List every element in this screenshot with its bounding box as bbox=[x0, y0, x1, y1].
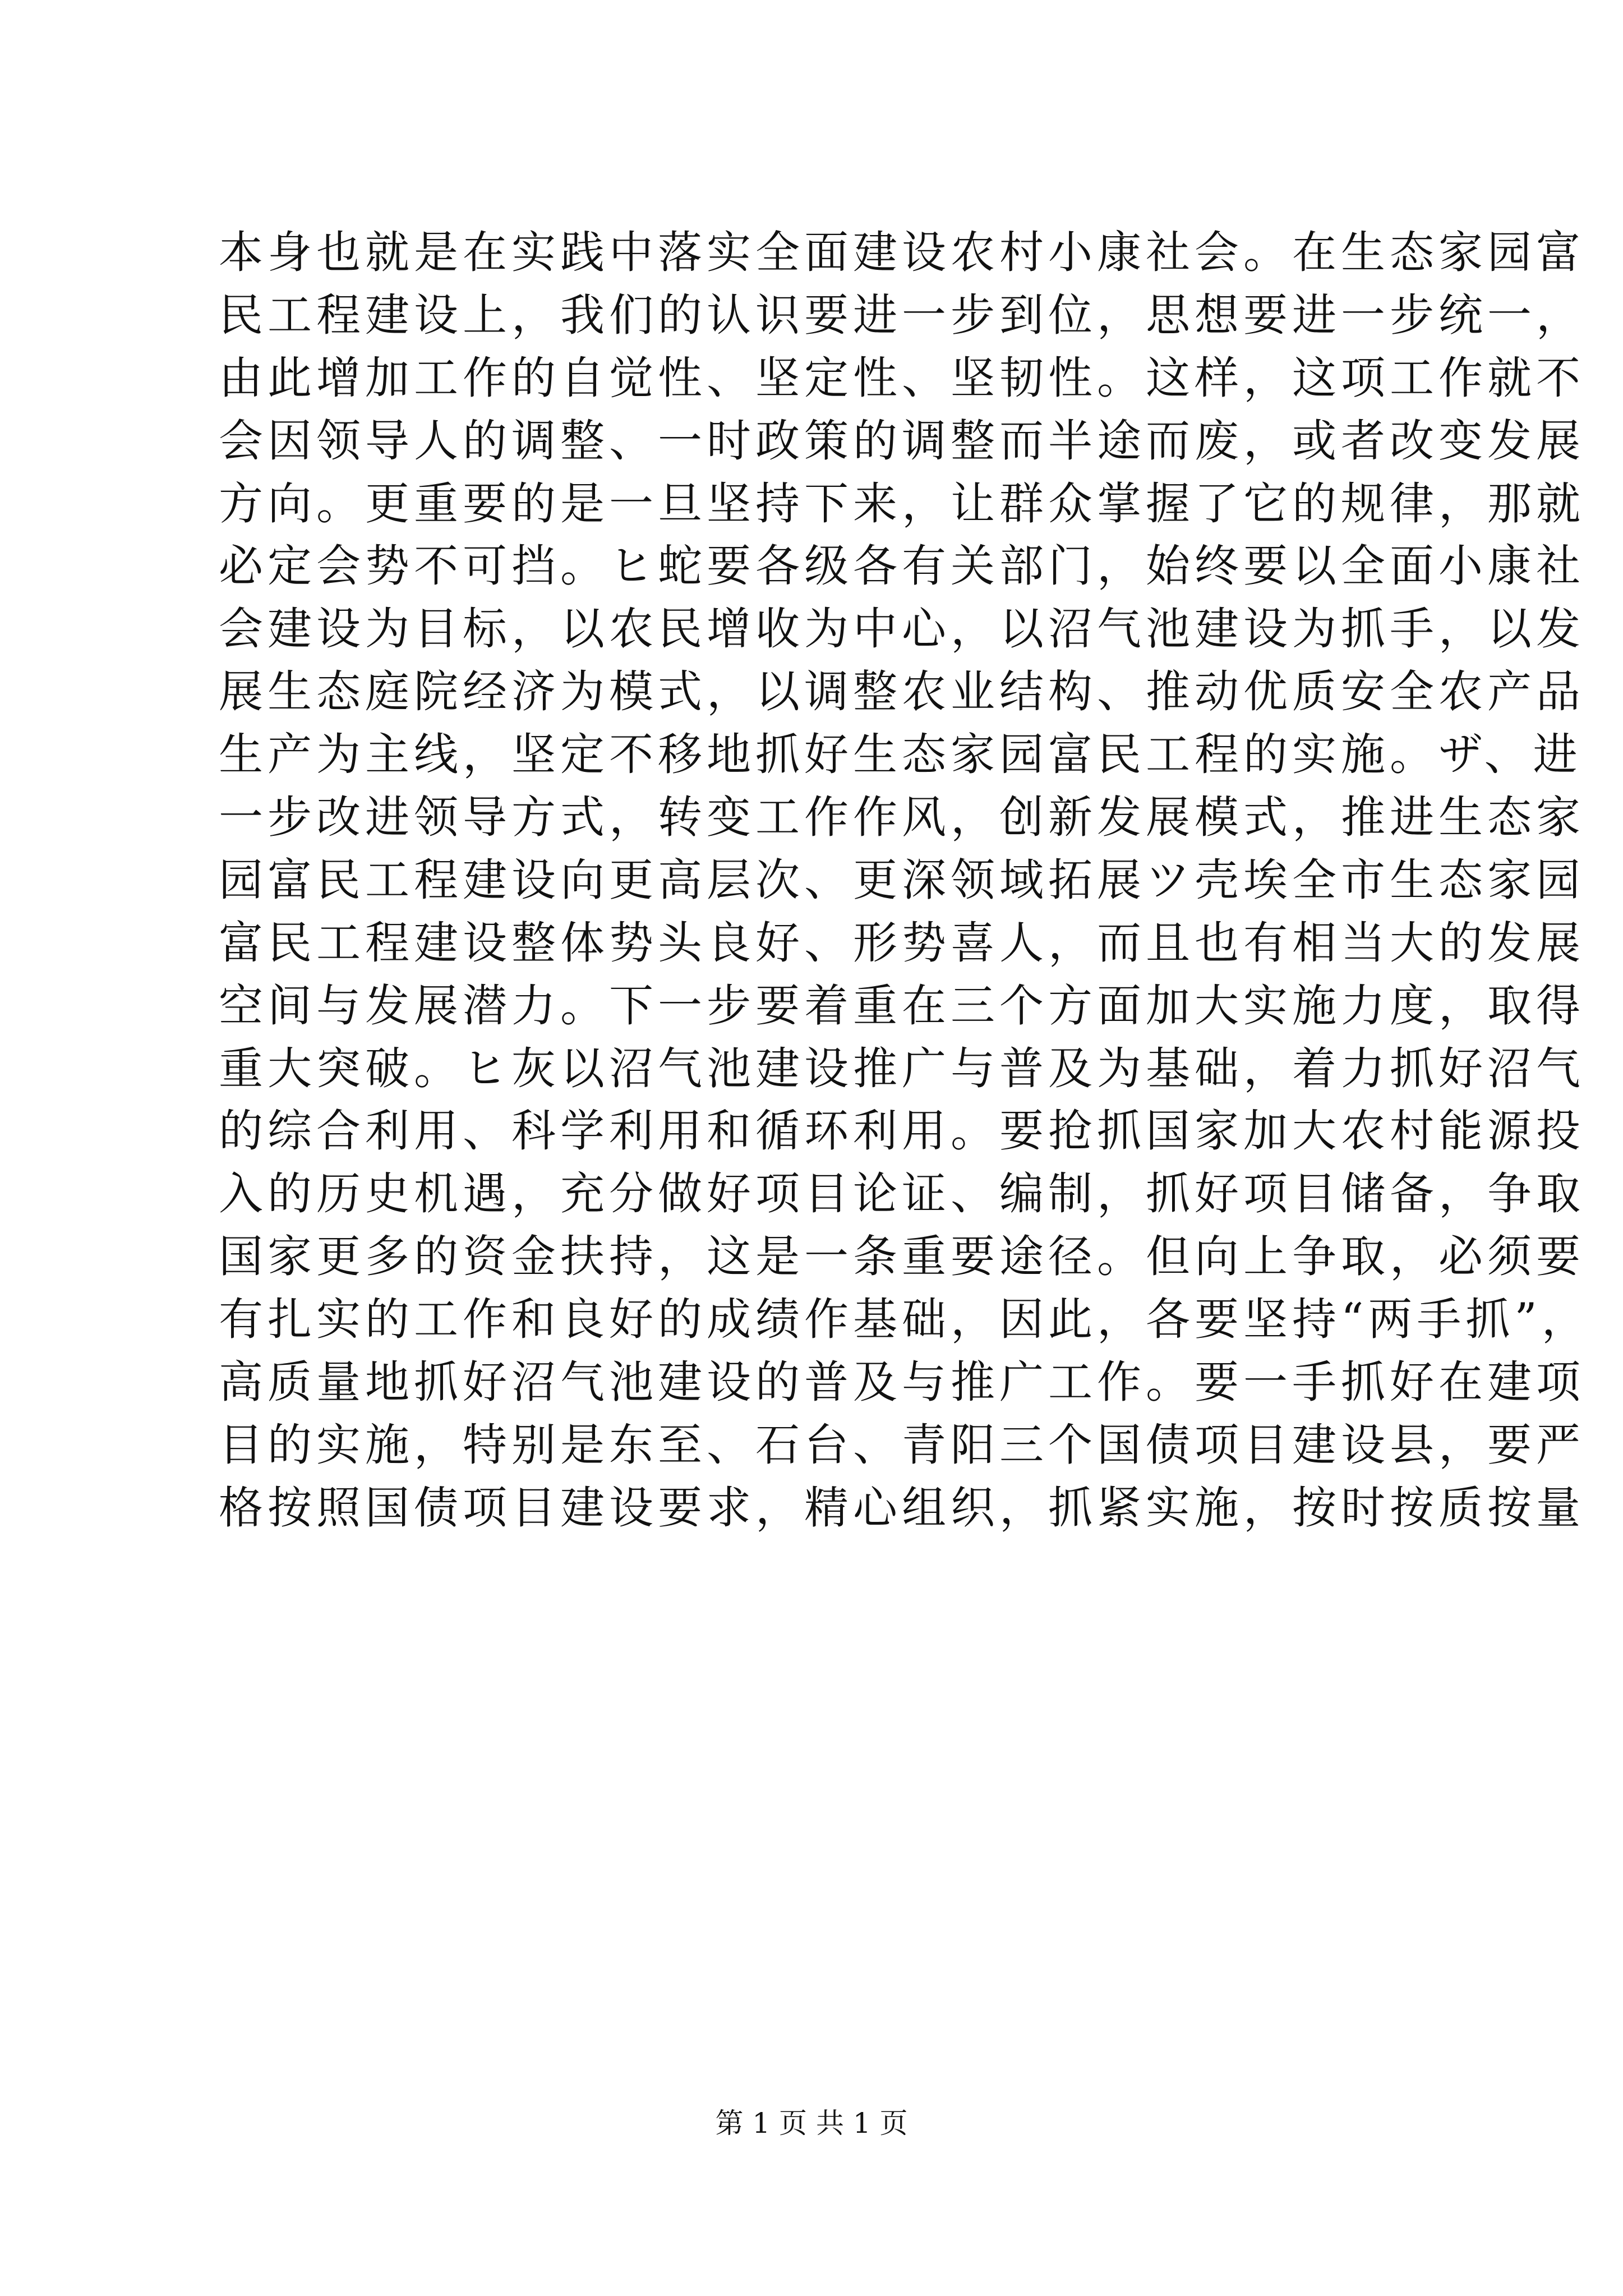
text-line: 一步改进领导方式，转变工作作风，创新发展模式，推进生态家 bbox=[219, 792, 1585, 844]
text-line: 民工程建设上，我们的认识要进一步到位，思想要进一步统一， bbox=[219, 289, 1585, 341]
text-line: 方向。更重要的是一旦坚持下来，让群众掌握了它的规律，那就 bbox=[219, 477, 1585, 530]
text-line: 本身也就是在实践中落实全面建设农村小康社会。在生态家园富 bbox=[219, 227, 1585, 278]
text-line: 国家更多的资金扶持，这是一条重要途径。但向上争取，必须要 bbox=[219, 1231, 1585, 1283]
text-line: 有扎实的工作和良好的成绩作基础，因此，各要坚持“两手抓”， bbox=[219, 1294, 1590, 1346]
text-line: 目的实施，特别是东至、石台、青阳三个国债项目建设县，要严 bbox=[219, 1419, 1585, 1471]
text-line: 的综合利用、科学利用和循环利用。要抢抓国家加大农村能源投 bbox=[219, 1105, 1585, 1157]
text-line: 格按照国债项目建设要求，精心组织，抓紧实施，按时按质按量 bbox=[219, 1481, 1585, 1534]
text-line: 必定会势不可挡。ヒ蛇要各级各有关部门，始终要以全面小康社 bbox=[219, 540, 1585, 592]
text-line: 会因领导人的调整、一时政策的调整而半途而废，或者改变发展 bbox=[219, 415, 1585, 467]
text-line: 富民工程建设整体势头良好、形势喜人，而且也有相当大的发展 bbox=[219, 917, 1585, 969]
text-line: 生产为主线，坚定不移地抓好生态家园富民工程的实施。ザ、进 bbox=[219, 729, 1582, 781]
body-text bbox=[219, 222, 1590, 1540]
text-line: 重大突破。ヒ灰以沼气池建设推广与普及为基础，着力抓好沼气 bbox=[219, 1042, 1585, 1094]
text-line: 空间与发展潜力。下一步要着重在三个方面加大实施力度，取得 bbox=[219, 979, 1585, 1032]
page-footer: 第 1 页 共 1 页 bbox=[715, 2107, 908, 2139]
text-line: 高质量地抓好沼气池建设的普及与推广工作。要一手抓好在建项 bbox=[219, 1356, 1585, 1409]
text-line: 会建设为目标，以农民增收为中心，以沼气池建设为抓手，以发 bbox=[219, 603, 1585, 655]
text-line: 展生态庭院经济为模式，以调整农业结构、推动优质安全农产品 bbox=[219, 666, 1585, 718]
text-line: 入的历史机遇，充分做好项目论证、编制，抓好项目储备，争取 bbox=[219, 1168, 1585, 1220]
text-line: 由此增加工作的自觉性、坚定性、坚韧性。这样，这项工作就不 bbox=[219, 352, 1585, 404]
text-line: 园富民工程建设向更高层次、更深领域拓展ツ壳埃全市生态家园 bbox=[219, 854, 1585, 906]
